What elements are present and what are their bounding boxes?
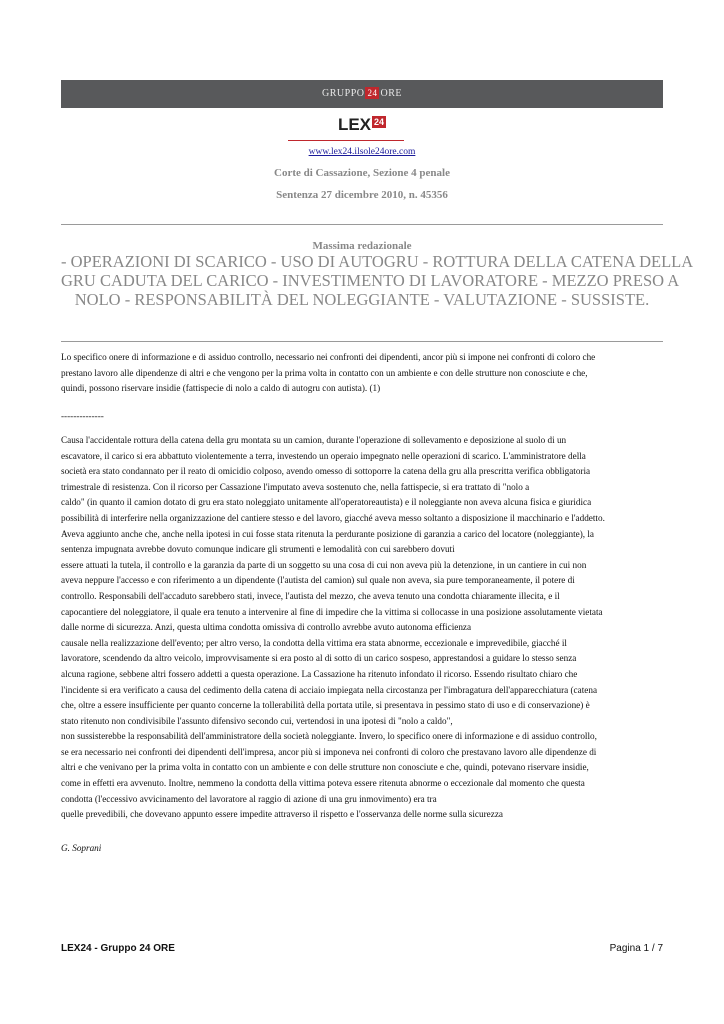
massima-label: Massima redazionale <box>312 240 412 252</box>
divider-top <box>61 224 663 225</box>
sentence-reference: Sentenza 27 dicembre 2010, n. 45356 <box>276 189 448 201</box>
text-line: come in effetti era avvenuto. Inoltre, nemmeno la condotta della vittima poteva essere ritenuta abnorme o eccezionale dal momento che questa <box>61 778 585 789</box>
footer-page-number: Pagina 1 / 7 <box>609 943 663 954</box>
text-line: società era stato condannato per il reato di omicidio colposo, avendo omesso di sottoporre la catena della gru alla prescritta verifica obbligatoria <box>61 466 591 477</box>
logo-underline <box>288 140 404 141</box>
text-line: controllo. Responsabili dell'accaduto sarebbero stati, invece, l'autista del mezzo, che aveva tenuto una condotta chiaramente illecita, e il <box>61 590 560 601</box>
text-line: se era necessario nei confronti dei dipendenti dell'impresa, ancor più si imponeva nei confronti di coloro che prestavano lavoro alle dipendenze di <box>61 746 597 757</box>
text-line: trimestrale di resistenza. Con il ricorso per Cassazione l'imputato aveva sostenuto che, nella fattispecie, si era trattato di "nolo a <box>61 481 530 492</box>
text-line: aveva neppure l'accesso e con riferimento a un dipendente (l'autista del camion) sul quale non aveva, sia pure temporaneamente, il potere di <box>61 575 575 586</box>
text-line: l'incidente si era verificato a causa del cedimento della catena di acciaio impiegata nella circostanza per l'imbragatura dell'apparecchiatura (catena <box>61 684 598 695</box>
logo-number: 24 <box>374 117 385 127</box>
text-line: dalle norme di sicurezza. Anzi, questa ultima condotta omissiva di controllo avrebbe avuto autonoma efficienza <box>61 622 472 633</box>
text-line: prestano lavoro alle dipendenze di altri e che vengono per la prima volta in contatto con un ambiente e con delle strutture non conosciute e che, <box>61 367 588 378</box>
text-line: Aveva aggiunto anche che, anche nella ipotesi in cui fosse stata ritenuta la perdurante posizione di garanzia a carico del locatore (noleggiante), la <box>61 528 594 539</box>
text-line: non sussisterebbe la responsabilità dell'amministratore della società noleggiante. Invero, lo specifico onere di informazione e di assiduo controllo, <box>61 731 597 742</box>
court-name: Corte di Cassazione, Sezione 4 penale <box>274 167 450 179</box>
text-line: Lo specifico onere di informazione e di assiduo controllo, necessario nei confronti dei dipendenti, ancor più si impone nei confronti di coloro che <box>61 352 596 362</box>
text-line: lavoratore, scendendo da altro veicolo, improvvisamente si era posto al di sotto di un carico sospeso, apprestandosi a guidare lo stesso senza <box>61 653 577 664</box>
text-line: essere attuati la tutela, il controllo e la garanzia da parte di un soggetto su una cosa di cui non aveva più la detenzione, in un cantiere in cui non <box>61 559 587 570</box>
logo-text: LEX <box>337 115 372 134</box>
intro-paragraph <box>61 350 665 397</box>
text-line: condotta (l'eccessivo avvicinamento del lavoratore al raggio di azione di una gru inmovimento) era tra <box>61 793 437 804</box>
text-line: alcuna ragione, sebbene altri fossero addetti a questa operazione. La Cassazione ha ritenuto infondato il ricorso. Essendo risultato chiaro che <box>61 668 578 679</box>
separator: -------------- <box>61 411 104 421</box>
text-line: possibilità di interferire nella organizzazione del cantiere stesso e del lavoro, giacché aveva messo soltanto a disposizione il macchinario e l'addetto. <box>61 512 605 523</box>
main-paragraph <box>61 433 665 823</box>
brand-number: 24 <box>367 88 378 98</box>
text-line: quindi, possono riservare insidie (fattispecie di nolo a caldo di autogru con autista). (1) <box>61 383 381 394</box>
heading-line: - OPERAZIONI DI SCARICO - USO DI AUTOGRU - ROTTURA DELLA CATENA DELLA <box>61 252 694 271</box>
site-link[interactable]: www.lex24.ilsole24ore.com <box>308 147 416 157</box>
footer-publisher: LEX24 - Gruppo 24 ORE <box>61 943 175 954</box>
brand-right-text: ORE <box>380 88 402 99</box>
top-banner <box>61 80 663 108</box>
text-line: stato ritenuto non condivisibile l'assunto difensivo secondo cui, vertendosi in una ipotesi di "nolo a caldo", <box>61 715 453 726</box>
lex24-logo <box>0 115 724 135</box>
text-line: capocantiere del noleggiatore, il quale era tenuto a intervenire al fine di impedire che la vittima si collocasse in una posizione assolutamente vietata <box>61 606 603 617</box>
text-line: Causa l'accidentale rottura della catena della gru montata su un camion, durante l'operazione di sollevamento e deposizione al suolo di un <box>61 435 567 445</box>
gruppo24ore-logo <box>61 87 663 99</box>
text-line: altri e che venivano per la prima volta in contatto con un ambiente e con delle strutture non conosciute e che, quindi, potevano riservare insidie, <box>61 762 589 773</box>
author-signature: G. Soprani <box>61 843 102 853</box>
text-line: sentenza impugnata avrebbe dovuto comunque indicare gli strumenti e lemodalità con cui sarebbero dovuti <box>61 544 455 555</box>
brand-left-text: GRUPPO <box>322 88 365 99</box>
heading-line: GRU CADUTA DEL CARICO - INVESTIMENTO DI LAVORATORE - MEZZO PRESO A <box>61 271 680 290</box>
text-line: escavatore, il carico si era abbattuto violentemente a terra, investendo un operaio impegnato nelle operazioni di scarico. L'amministratore della <box>61 450 586 461</box>
divider-bottom <box>61 341 663 342</box>
text-line: causale nella realizzazione dell'evento; per altro verso, la condotta della vittima era stata abnorme, eccezionale e imprevedibile, giacché il <box>61 637 567 648</box>
text-line: quelle prevedibili, che dovevano appunto essere impedite attraverso il rispetto e l'osservanza delle norme sulla sicurezza <box>61 809 503 820</box>
text-line: caldo" (in quanto il camion dotato di gru era stato noleggiato unitamente all'operatoreautista) e il noleggiante non aveva alcuna fisica e giuridica <box>61 497 592 508</box>
massima-heading <box>61 252 694 309</box>
text-line: che, oltre a essere insufficiente per quanto concerne la tollerabilità della portata utile, si presentava in pessimo stato di uso e di conservazione) è <box>61 700 590 711</box>
heading-line: NOLO - RESPONSABILITÀ DEL NOLEGGIANTE - VALUTAZIONE - SUSSISTE. <box>74 290 650 309</box>
